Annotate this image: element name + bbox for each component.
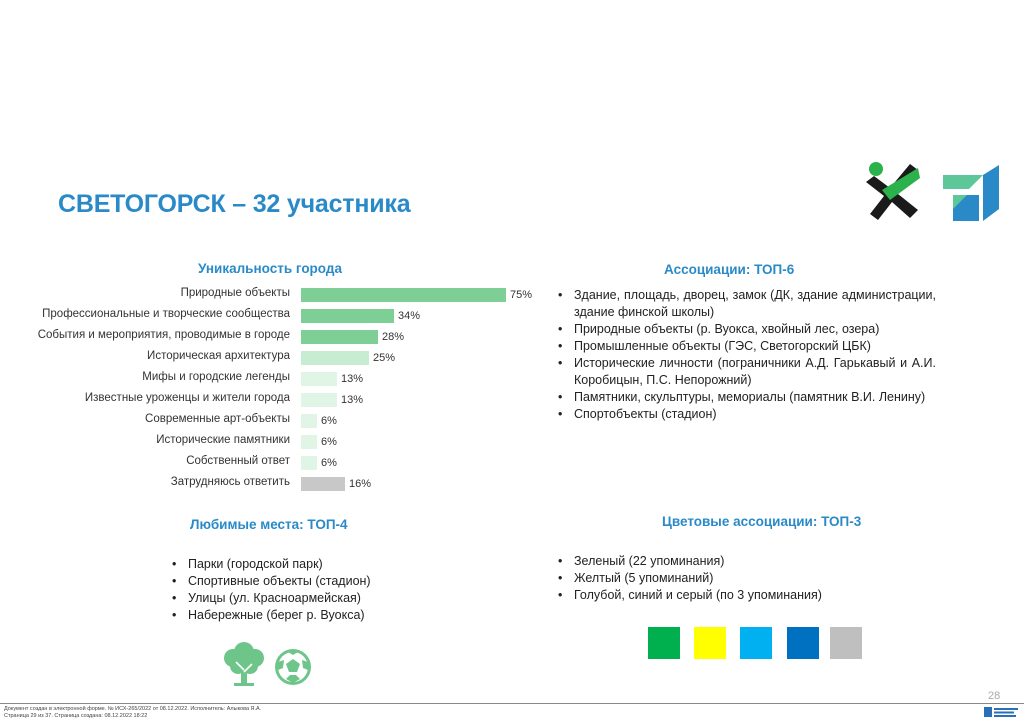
- bar: [301, 351, 369, 365]
- color-swatch: [830, 627, 862, 659]
- list-item: • Зеленый (22 упоминания): [556, 553, 876, 570]
- color-swatch: [740, 627, 772, 659]
- page-number: 28: [988, 690, 1001, 702]
- bar-label: Затрудняюсь ответить: [170, 476, 290, 488]
- color-associations-heading: Цветовые ассоциации: ТОП-3: [662, 514, 862, 529]
- soccer-ball-icon: [274, 648, 312, 686]
- list-item: • Голубой, синий и серый (по 3 упоминания): [556, 587, 876, 604]
- bar-value-label: 13%: [341, 373, 364, 385]
- list-item: • Парки (городской парк): [170, 556, 410, 573]
- list-item: • Набережные (берег р. Вуокса): [170, 607, 410, 624]
- footer-logo-icon: [984, 706, 1020, 718]
- bar-value-label: 75%: [510, 289, 533, 301]
- bar: [301, 372, 337, 386]
- bar-label: События и мероприятия, проводимые в городе: [37, 329, 290, 341]
- bar-label: Собственный ответ: [186, 455, 290, 467]
- bar-value-label: 16%: [349, 478, 372, 490]
- bar-label: Историческая архитектура: [147, 350, 290, 362]
- color-associations-list: [556, 553, 876, 604]
- bar: [301, 288, 506, 302]
- list-item: • Памятники, скульптуры, мемориалы (памятник В.И. Ленину): [556, 389, 936, 406]
- bar-label: Мифы и городские легенды: [142, 371, 290, 383]
- footer-divider: [0, 703, 1024, 704]
- list-item: • Здание, площадь, дворец, замок (ДК, здание администрации, здание финской школы): [556, 287, 936, 321]
- uniqueness-heading: Уникальность города: [198, 261, 342, 276]
- bar-label: Современные арт-объекты: [145, 413, 290, 425]
- tree-icon: [222, 640, 266, 686]
- list-item: • Промышленные объекты (ГЭС, Светогорский ЦБК): [556, 338, 936, 355]
- bar-label: Исторические памятники: [156, 434, 290, 446]
- bar-label: Известные уроженцы и жители города: [84, 392, 290, 404]
- bar-value-label: 6%: [321, 436, 337, 448]
- bar: [301, 330, 378, 344]
- list-item: • Спортобъекты (стадион): [556, 406, 936, 423]
- favorite-places-heading: Любимые места: ТОП-4: [190, 517, 348, 532]
- bar: [301, 435, 317, 449]
- bar-value-label: 6%: [321, 457, 337, 469]
- logo-cube-icon: [943, 165, 1001, 221]
- associations-list: [556, 287, 936, 423]
- color-swatch: [694, 627, 726, 659]
- color-swatch: [648, 627, 680, 659]
- list-item: • Желтый (5 упоминаний): [556, 570, 876, 587]
- bar: [301, 477, 345, 491]
- footer-text: [4, 706, 261, 719]
- bar-value-label: 25%: [373, 352, 396, 364]
- bar-value-label: 6%: [321, 415, 337, 427]
- bar-value-label: 34%: [398, 310, 421, 322]
- page-title: СВЕТОГОРСК – 32 участника: [58, 190, 411, 218]
- favorite-places-list: [170, 556, 410, 624]
- bar-value-label: 13%: [341, 394, 364, 406]
- bar: [301, 393, 337, 407]
- logo-figure-icon: [862, 160, 922, 222]
- bar-label: Природные объекты: [180, 287, 290, 299]
- color-swatch: [787, 627, 819, 659]
- list-item: • Природные объекты (р. Вуокса, хвойный лес, озера): [556, 321, 936, 338]
- bar: [301, 456, 317, 470]
- associations-heading: Ассоциации: ТОП-6: [664, 262, 795, 277]
- list-item: • Исторические личности (пограничники А.Д. Гарькавый и А.И. Коробицын, П.С. Непорожний): [556, 355, 936, 389]
- footer-line-2: Страница 29 из 37. Страница создана: 08.12.2022 18:22: [4, 712, 148, 719]
- footer-line-1: Документ создан в электронной форме. № ИСХ-265/2022 от 08.12.2022. Исполнитель: Алыкова Я.А.: [4, 706, 262, 712]
- list-item: • Спортивные объекты (стадион): [170, 573, 410, 590]
- bar-label: Профессиональные и творческие сообщества: [42, 308, 290, 320]
- list-item: • Улицы (ул. Красноармейская): [170, 590, 410, 607]
- bar-value-label: 28%: [382, 331, 405, 343]
- bar: [301, 309, 394, 323]
- bar: [301, 414, 317, 428]
